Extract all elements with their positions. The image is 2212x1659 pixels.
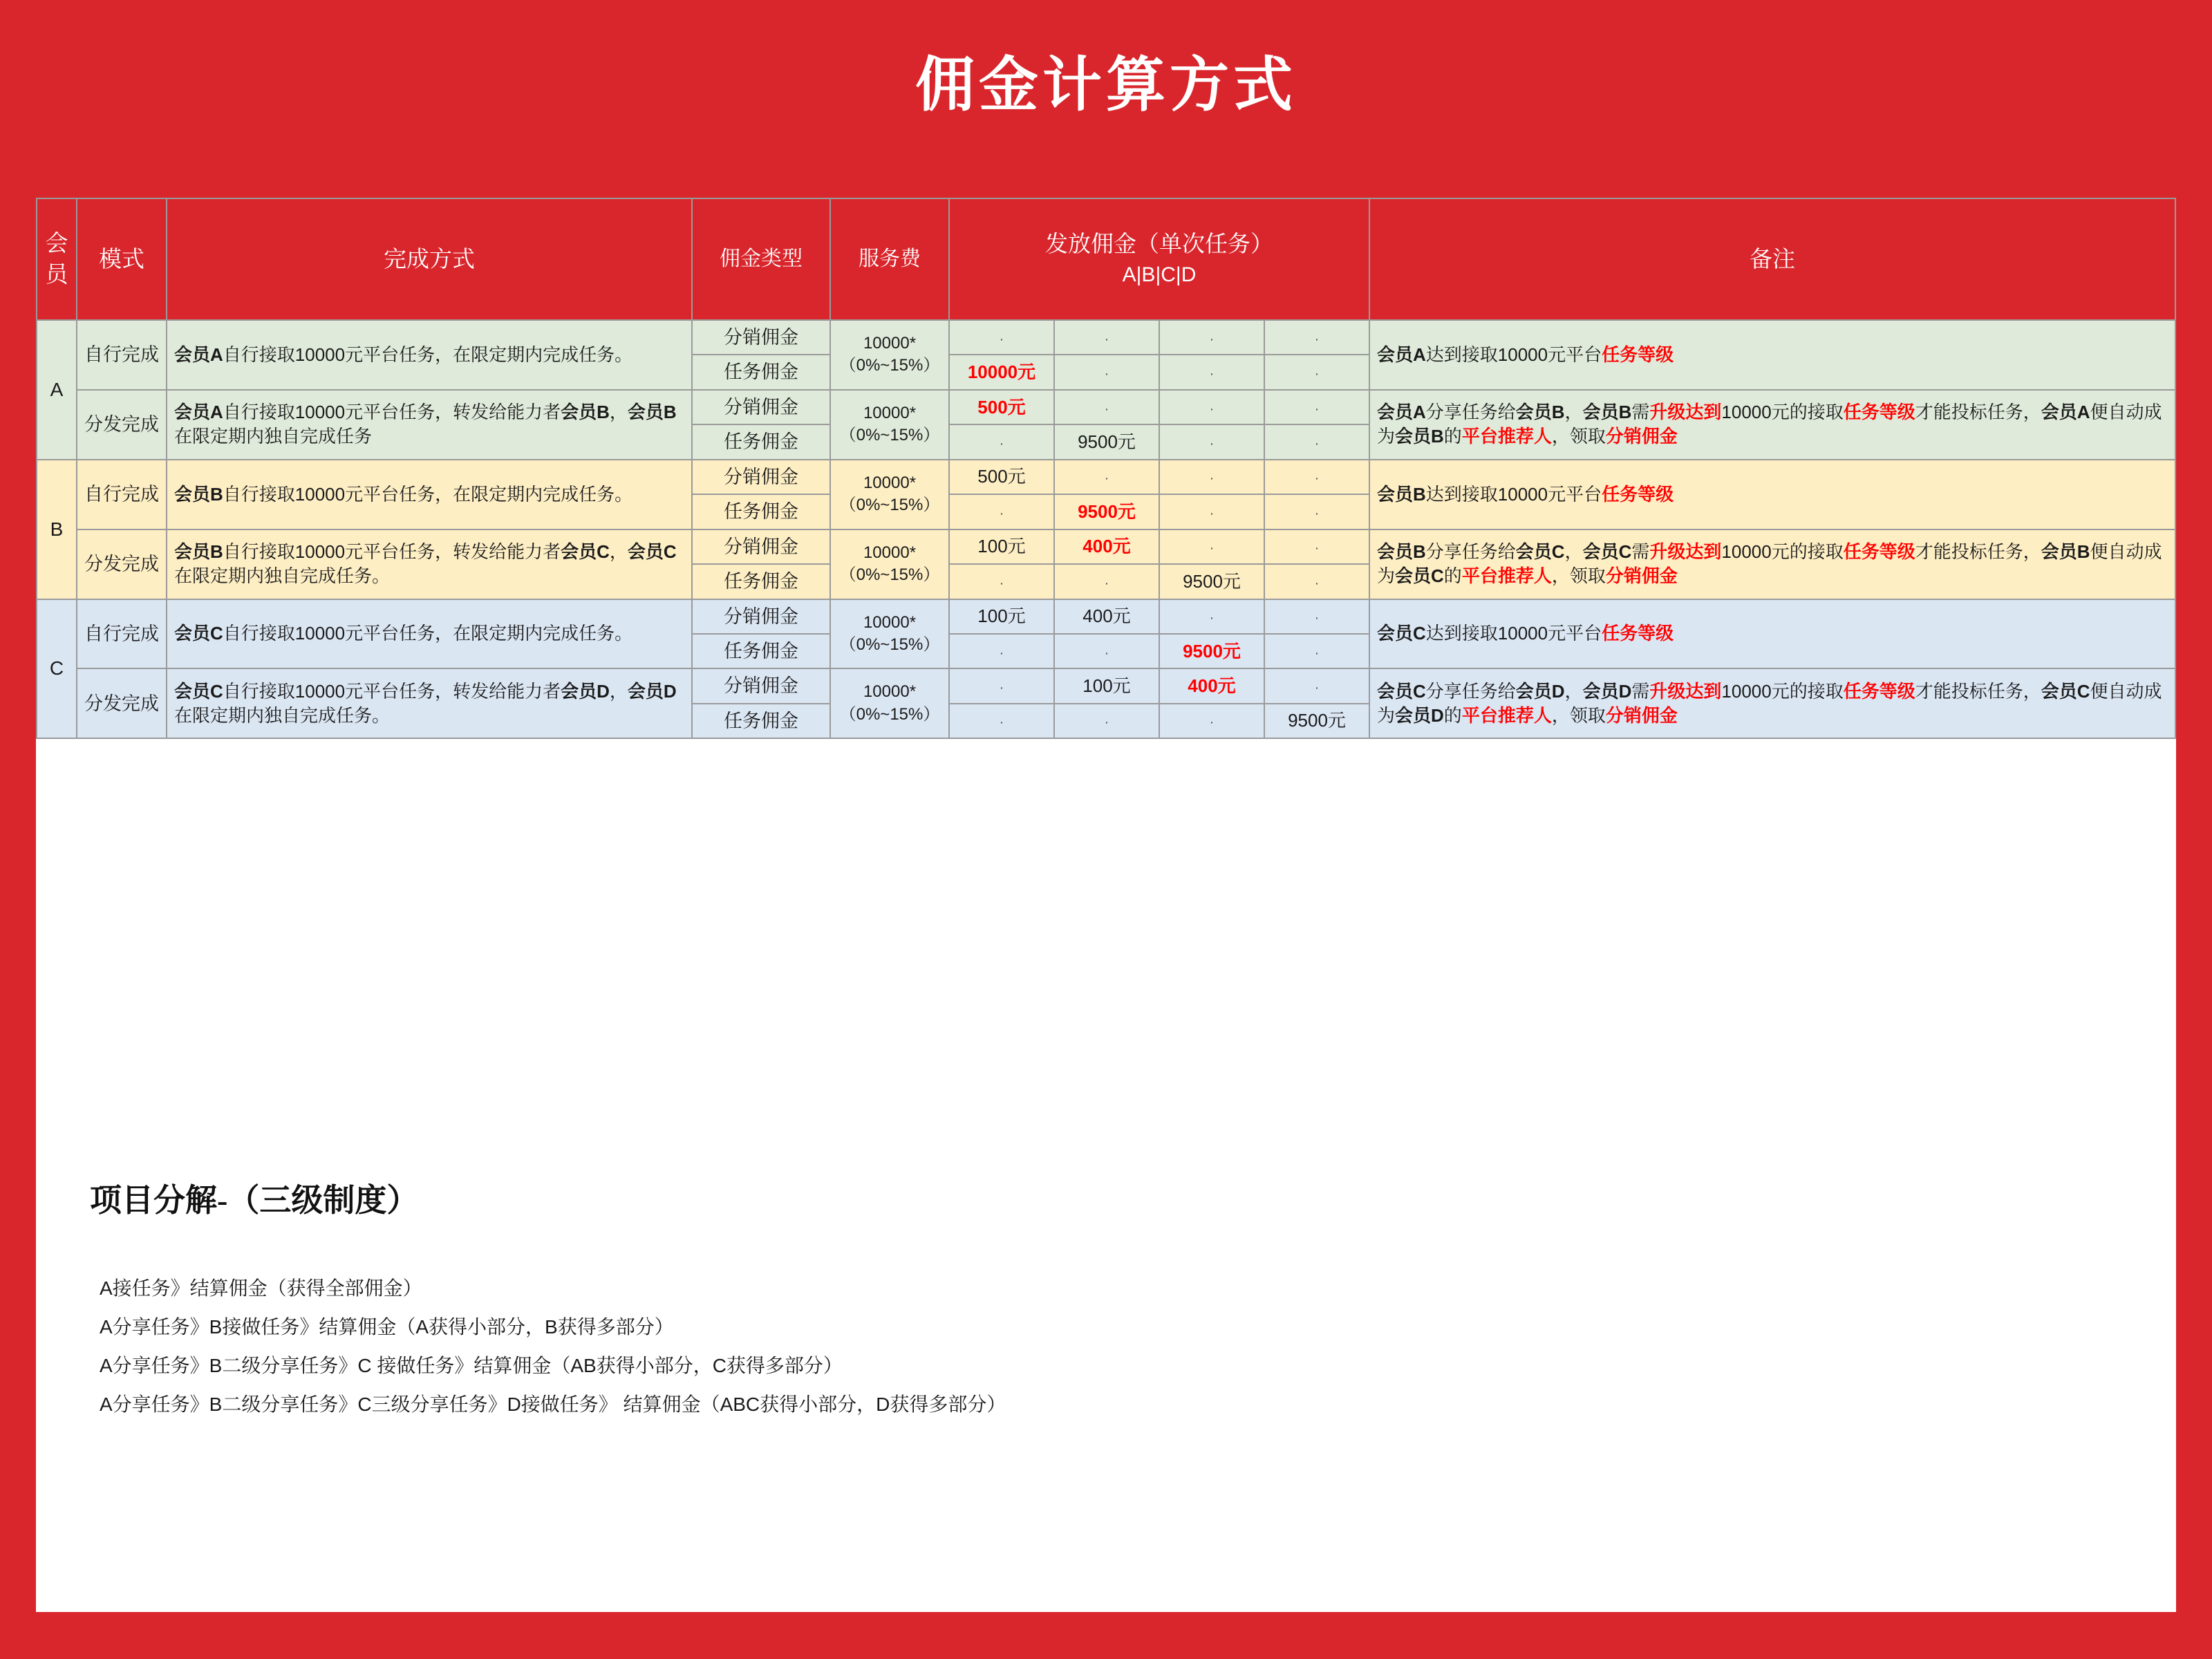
cell-commission-type: 分销佣金 bbox=[692, 460, 830, 494]
cell-payout-C: · bbox=[1159, 320, 1264, 355]
th-payout-sub: A|B|C|D bbox=[1122, 263, 1197, 287]
th-note: 备注 bbox=[1369, 198, 2175, 320]
table-row bbox=[37, 320, 2175, 355]
cell-payout-B: · bbox=[1054, 704, 1159, 738]
cell-commission-type: 任务佣金 bbox=[692, 564, 830, 599]
cell-note: 会员C分享任务给会员D，会员D需升级达到10000元的接取任务等级才能投标任务，会员C便自动成为会员D的平台推荐人，领取分销佣金 bbox=[1369, 668, 2175, 738]
cell-method: 会员A自行接取10000元平台任务，在限定期内完成任务。 bbox=[167, 320, 692, 390]
cell-payout-B: · bbox=[1054, 320, 1159, 355]
cell-payout-D: · bbox=[1264, 564, 1369, 599]
cell-payout-D: · bbox=[1264, 494, 1369, 529]
cell-method: 会员B自行接取10000元平台任务，在限定期内完成任务。 bbox=[167, 460, 692, 529]
cell-payout-C: · bbox=[1159, 460, 1264, 494]
cell-service-fee: 10000* （0%~15%） bbox=[830, 599, 949, 669]
breakdown-lines bbox=[100, 1269, 2094, 1424]
th-payout bbox=[949, 198, 1369, 320]
cell-service-fee: 10000* （0%~15%） bbox=[830, 390, 949, 460]
cell-payout-D: · bbox=[1264, 634, 1369, 668]
cell-service-fee: 10000* （0%~15%） bbox=[830, 320, 949, 390]
th-member: 会员 bbox=[37, 198, 77, 320]
cell-note: 会员A达到接取10000元平台任务等级 bbox=[1369, 320, 2175, 390]
cell-member: A bbox=[37, 320, 77, 460]
cell-member: B bbox=[37, 460, 77, 599]
cell-commission-type: 分销佣金 bbox=[692, 529, 830, 564]
cell-payout-C: · bbox=[1159, 704, 1264, 738]
table-header bbox=[37, 198, 2175, 320]
th-payout-label: 发放佣金（单次任务） bbox=[1045, 231, 1273, 257]
cell-payout-C: · bbox=[1159, 390, 1264, 424]
cell-payout-A: · bbox=[949, 704, 1054, 738]
cell-payout-B: · bbox=[1054, 355, 1159, 389]
breakdown-line: A分享任务》B接做任务》结算佣金（A获得小部分，B获得多部分） bbox=[100, 1316, 674, 1338]
cell-payout-B: · bbox=[1054, 390, 1159, 424]
cell-payout-A: · bbox=[949, 564, 1054, 599]
cell-commission-type: 任务佣金 bbox=[692, 494, 830, 529]
cell-note: 会员B达到接取10000元平台任务等级 bbox=[1369, 460, 2175, 529]
cell-payout-D: · bbox=[1264, 529, 1369, 564]
cell-payout-C: · bbox=[1159, 529, 1264, 564]
cell-payout-C: · bbox=[1159, 494, 1264, 529]
cell-payout-A: · bbox=[949, 320, 1054, 355]
cell-mode: 自行完成 bbox=[77, 320, 167, 390]
cell-payout-D: 9500元 bbox=[1264, 704, 1369, 738]
cell-commission-type: 分销佣金 bbox=[692, 599, 830, 634]
table-row bbox=[37, 390, 2175, 424]
cell-payout-D: · bbox=[1264, 320, 1369, 355]
title-bar bbox=[0, 0, 2212, 159]
cell-commission-type: 任务佣金 bbox=[692, 704, 830, 738]
table-row bbox=[37, 668, 2175, 703]
cell-method: 会员C自行接取10000元平台任务，在限定期内完成任务。 bbox=[167, 599, 692, 669]
cell-payout-C: 400元 bbox=[1159, 668, 1264, 703]
cell-payout-D: · bbox=[1264, 599, 1369, 634]
cell-payout-C: · bbox=[1159, 355, 1264, 389]
th-method: 完成方式 bbox=[167, 198, 692, 320]
cell-payout-A: 500元 bbox=[949, 460, 1054, 494]
cell-commission-type: 任务佣金 bbox=[692, 424, 830, 459]
cell-mode: 分发完成 bbox=[77, 668, 167, 738]
cell-payout-B: 100元 bbox=[1054, 668, 1159, 703]
th-commission-type: 佣金类型 bbox=[692, 198, 830, 320]
cell-payout-D: · bbox=[1264, 668, 1369, 703]
cell-mode: 分发完成 bbox=[77, 390, 167, 460]
cell-payout-B: 400元 bbox=[1054, 599, 1159, 634]
cell-payout-B: · bbox=[1054, 460, 1159, 494]
cell-payout-B: 9500元 bbox=[1054, 494, 1159, 529]
cell-commission-type: 分销佣金 bbox=[692, 668, 830, 703]
cell-note: 会员B分享任务给会员C，会员C需升级达到10000元的接取任务等级才能投标任务，会员B便自动成为会员C的平台推荐人，领取分销佣金 bbox=[1369, 529, 2175, 599]
cell-method: 会员C自行接取10000元平台任务，转发给能力者会员D，会员D在限定期内独自完成任务。 bbox=[167, 668, 692, 738]
cell-note: 会员A分享任务给会员B，会员B需升级达到10000元的接取任务等级才能投标任务，会员A便自动成为会员B的平台推荐人，领取分销佣金 bbox=[1369, 390, 2175, 460]
cell-payout-A: · bbox=[949, 668, 1054, 703]
breakdown-section bbox=[90, 1175, 2094, 1424]
cell-note: 会员C达到接取10000元平台任务等级 bbox=[1369, 599, 2175, 669]
cell-payout-B: · bbox=[1054, 564, 1159, 599]
cell-payout-C: · bbox=[1159, 424, 1264, 459]
cell-payout-D: · bbox=[1264, 390, 1369, 424]
cell-payout-B: 9500元 bbox=[1054, 424, 1159, 459]
commission-table bbox=[36, 198, 2176, 739]
cell-payout-C: 9500元 bbox=[1159, 564, 1264, 599]
breakdown-line: A分享任务》B二级分享任务》C三级分享任务》D接做任务》 结算佣金（ABC获得小部分，D获得多部分） bbox=[100, 1394, 1006, 1415]
cell-payout-A: 100元 bbox=[949, 529, 1054, 564]
cell-payout-B: · bbox=[1054, 634, 1159, 668]
page-title: 佣金计算方式 bbox=[915, 52, 1297, 118]
cell-mode: 自行完成 bbox=[77, 460, 167, 529]
cell-method: 会员A自行接取10000元平台任务，转发给能力者会员B，会员B在限定期内独自完成任务 bbox=[167, 390, 692, 460]
breakdown-heading: 项目分解-（三级制度） bbox=[90, 1183, 419, 1218]
cell-payout-B: 400元 bbox=[1054, 529, 1159, 564]
cell-payout-A: 100元 bbox=[949, 599, 1054, 634]
cell-service-fee: 10000* （0%~15%） bbox=[830, 668, 949, 738]
cell-payout-D: · bbox=[1264, 460, 1369, 494]
cell-commission-type: 分销佣金 bbox=[692, 390, 830, 424]
table-row bbox=[37, 529, 2175, 564]
cell-service-fee: 10000* （0%~15%） bbox=[830, 529, 949, 599]
cell-payout-A: 500元 bbox=[949, 390, 1054, 424]
cell-payout-D: · bbox=[1264, 355, 1369, 389]
cell-payout-D: · bbox=[1264, 424, 1369, 459]
breakdown-line: A分享任务》B二级分享任务》C 接做任务》结算佣金（AB获得小部分，C获得多部分） bbox=[100, 1355, 843, 1376]
th-service-fee: 服务费 bbox=[830, 198, 949, 320]
cell-payout-C: · bbox=[1159, 599, 1264, 634]
table-row bbox=[37, 599, 2175, 634]
cell-mode: 自行完成 bbox=[77, 599, 167, 669]
breakdown-line: A接任务》结算佣金（获得全部佣金） bbox=[100, 1277, 422, 1299]
cell-payout-C: 9500元 bbox=[1159, 634, 1264, 668]
cell-method: 会员B自行接取10000元平台任务，转发给能力者会员C，会员C在限定期内独自完成任务。 bbox=[167, 529, 692, 599]
cell-commission-type: 分销佣金 bbox=[692, 320, 830, 355]
cell-payout-A: · bbox=[949, 494, 1054, 529]
cell-payout-A: · bbox=[949, 634, 1054, 668]
cell-mode: 分发完成 bbox=[77, 529, 167, 599]
table-row bbox=[37, 460, 2175, 494]
cell-payout-A: 10000元 bbox=[949, 355, 1054, 389]
cell-member: C bbox=[37, 599, 77, 739]
table-body bbox=[37, 320, 2175, 738]
cell-service-fee: 10000* （0%~15%） bbox=[830, 460, 949, 529]
cell-commission-type: 任务佣金 bbox=[692, 355, 830, 389]
cell-payout-A: · bbox=[949, 424, 1054, 459]
th-mode: 模式 bbox=[77, 198, 167, 320]
cell-commission-type: 任务佣金 bbox=[692, 634, 830, 668]
